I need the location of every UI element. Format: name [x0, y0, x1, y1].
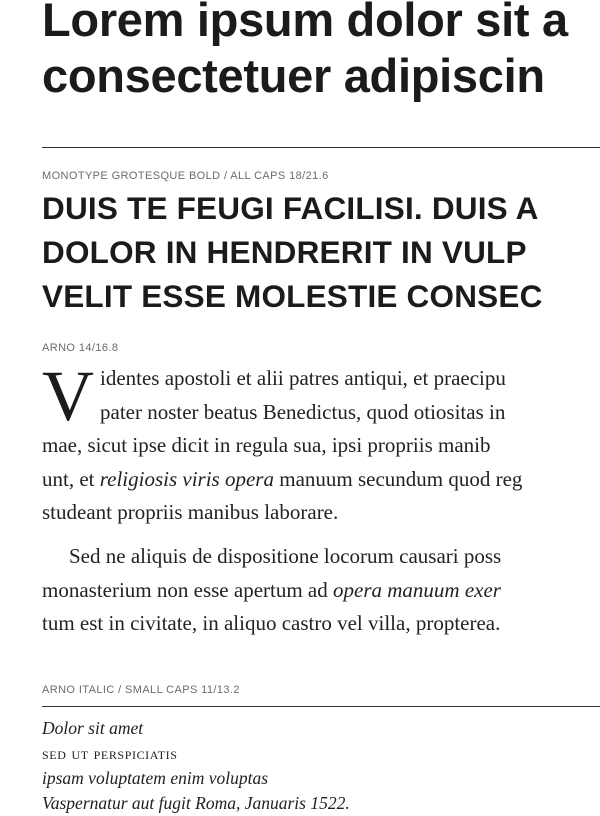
para1-line-3: mae, sicut ipse dicit in regula sua, ipsi propriis manib — [42, 433, 491, 457]
hero-line-1: Lorem ipsum dolor sit a — [42, 0, 568, 46]
divider-rule-2 — [42, 706, 600, 707]
footer-line-1-start: Dolor sit amet — [42, 718, 144, 738]
paragraph-2 — [42, 540, 600, 641]
para1-line-4-italic: religiosis viris opera — [99, 466, 274, 491]
para1-line-1: identes apostoli et alii patres antiqui, et praecipu — [100, 366, 506, 390]
para2-line-3: tum est in civitate, in aliquo castro vel villa, propterea. — [42, 611, 501, 635]
footer-line-1-end: ipsam voluptatem enim voluptas — [42, 768, 269, 788]
caps-line-3: VELIT ESSE MOLESTIE CONSEC — [42, 278, 543, 314]
para2-line-1: Sed ne aliquis de dispositione locorum causari poss — [69, 544, 502, 568]
all-caps-sample — [42, 186, 543, 318]
hero-line-2: consectetuer adipiscin — [42, 49, 545, 102]
footer-line-2: Vaspernatur aut fugit Roma, Januaris 1522. — [42, 793, 350, 813]
caps-line-2: DOLOR IN HENDRERIT IN VULP — [42, 234, 527, 270]
para2-line-2 — [42, 574, 600, 608]
footer-line-1 — [42, 716, 350, 791]
paragraph-1 — [42, 356, 600, 530]
para1-line-5: studeant propriis manibus laborare. — [42, 500, 339, 524]
para1-line-2: pater noster beatus Benedictus, quod otiositas in — [100, 399, 506, 424]
spec-label-arno-italic: ARNO ITALIC / SMALL CAPS 11/13.2 — [42, 684, 240, 696]
para2-line-2-start: monasterium non esse apertum ad — [42, 577, 334, 602]
spec-label-arno: ARNO 14/16.8 — [42, 342, 119, 354]
caps-line-1: DUIS TE FEUGI FACILISI. DUIS A — [42, 190, 539, 226]
para1-line-4-end: manuum secundum quod reg — [273, 466, 523, 491]
para1-line-4 — [42, 463, 600, 497]
hero-heading — [42, 0, 568, 104]
italic-smallcaps-sample — [42, 716, 350, 816]
spec-label-grotesque: MONOTYPE GROTESQUE BOLD / ALL CAPS 18/21.6 — [42, 170, 329, 182]
footer-line-1-smallcaps: sed ut perspiciatis — [42, 743, 178, 763]
para2-line-2-italic: opera manuum exer — [333, 577, 501, 602]
divider-rule-1 — [42, 147, 600, 148]
para1-line-4-start: unt, et — [42, 466, 100, 491]
drop-cap: V — [42, 356, 94, 436]
